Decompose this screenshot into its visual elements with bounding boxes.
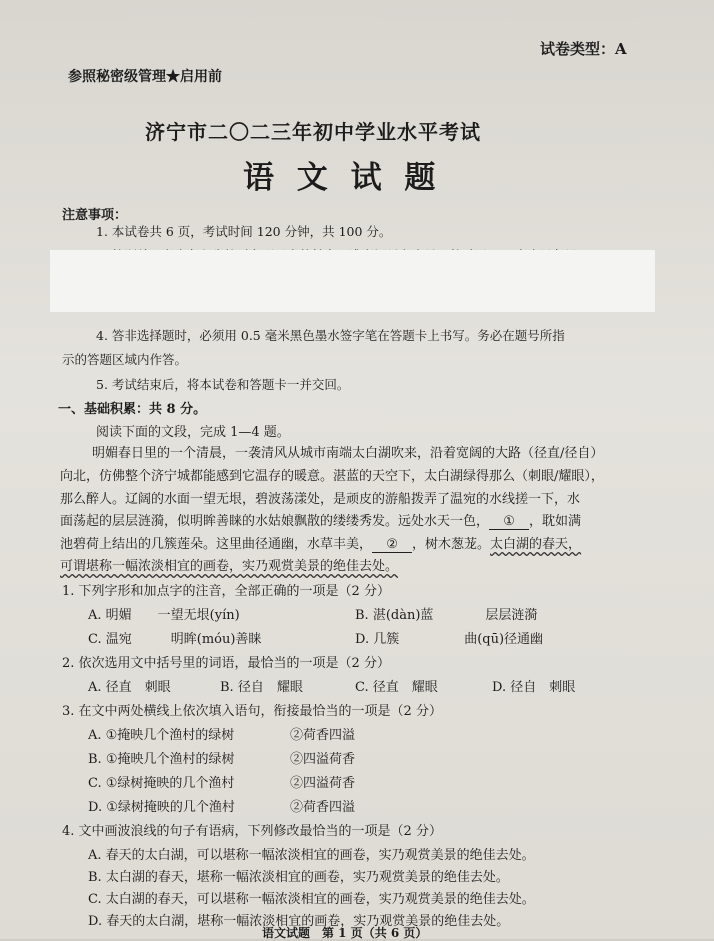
question-3-option-a-1: A. ①掩映几个渔村的绿树 — [88, 728, 235, 743]
notice-item-1: 1. 本试卷共 6 页，考试时间 120 分钟，共 100 分。 — [96, 224, 392, 239]
question-3-option-c-1: C. ①绿树掩映的几个渔村 — [88, 776, 235, 791]
notice-heading: 注意事项： — [62, 208, 128, 223]
question-3-option-b-2: ②四溢荷香 — [290, 752, 356, 767]
question-3-option-b-1: B. ①掩映几个渔村的绿树 — [88, 752, 235, 767]
exam-title: 济宁市二〇二三年初中学业水平考试 — [145, 120, 481, 144]
passage-line-4 — [60, 510, 581, 530]
question-1-option-c: C. 温宛 明眸(móu)善睐 — [88, 632, 262, 647]
passage-line-4-end: ，耽如满 — [529, 514, 582, 529]
question-4-option-b: B. 太白湖的春天，堪称一幅浓淡相宜的画卷，实乃观赏美景的绝佳去处。 — [88, 870, 509, 885]
wavy-sentence-end: 可谓堪称一幅浓淡相宜的画卷，实乃观赏美景的绝佳去处。 — [60, 559, 399, 574]
section1-heading: 一、基础积累：共 8 分。 — [58, 402, 207, 417]
subject-title: 语 文 试 题 — [243, 160, 442, 196]
question-3-option-c-2: ②四溢荷香 — [290, 776, 356, 791]
question-1-option-a: A. 明媚 一望无垠(yín) — [88, 608, 240, 623]
passage-line-5-text: 池碧荷上结出的几簇莲朵。这里曲径通幽，水草丰美， — [60, 537, 373, 552]
redacted-block — [50, 250, 655, 312]
question-2-stem: 2. 依次选用文中括号里的词语，最恰当的一项是（2 分） — [62, 656, 390, 671]
question-2-option-d: D. 径自 刺眼 — [492, 680, 576, 695]
passage-line-5-mid: ，树木葱茏。 — [412, 537, 491, 552]
question-1-stem: 1. 下列字形和加点字的注音，全部正确的一项是（2 分） — [62, 584, 390, 599]
page-footer: 语文试题 第 1 页（共 6 页） — [262, 926, 428, 940]
passage-line-2: 向北，仿佛整个济宁城都能感到它温存的暖意。湛蓝的天空下，太白湖绿得那么（刺眼/耀眼）， — [60, 469, 604, 484]
passage-line-5 — [60, 533, 581, 553]
question-3-stem: 3. 在文中两处横线上依次填入语句，衔接最恰当的一项是（2 分） — [62, 704, 442, 719]
passage-line-4-text: 面荡起的层层涟漪，似明眸善睐的水姑娘飘散的缕缕秀发。远处水天一色， — [60, 514, 490, 529]
section1-intro: 阅读下面的文段，完成 1—4 题。 — [96, 425, 290, 440]
blank-1: ① — [489, 514, 529, 530]
question-4-option-d: D. 春天的太白湖，堪称一幅浓淡相宜的画卷，实乃观赏美景的绝佳去处。 — [88, 914, 510, 929]
notice-item-5: 5. 考试结束后，将本试卷和答题卡一并交回。 — [96, 377, 350, 392]
question-2-option-a: A. 径直 刺眼 — [88, 680, 171, 695]
notice-item-4b: 示的答题区域内作答。 — [62, 352, 188, 367]
question-4-option-a: A. 春天的太白湖，可以堪称一幅浓淡相宜的画卷，实乃观赏美景的绝佳去处。 — [88, 848, 535, 863]
wavy-sentence-start: 太白湖的春天， — [490, 537, 582, 552]
confidential-label: 参照秘密级管理★启用前 — [68, 69, 222, 85]
question-3-option-d-2: ②荷香四溢 — [290, 800, 356, 815]
paper-type-label: 试卷类型：A — [540, 40, 627, 58]
question-3-option-d-1: D. ①绿树掩映的几个渔村 — [88, 800, 235, 815]
notice-item-4a: 4. 答非选择题时，必须用 0.5 毫米黑色墨水签字笔在答题卡上书写。务必在题号所指 — [96, 328, 565, 343]
blank-2: ② — [372, 537, 412, 553]
question-2-option-c: C. 径直 耀眼 — [355, 680, 438, 695]
question-1-option-d: D. 几簇 曲(qū)径通幽 — [355, 632, 544, 647]
question-4-option-c: C. 太白湖的春天，可以堪称一幅浓淡相宜的画卷，实乃观赏美景的绝佳去处。 — [88, 892, 535, 907]
question-3-option-a-2: ②荷香四溢 — [290, 728, 356, 743]
question-4-stem: 4. 文中画波浪线的句子有语病，下列修改最恰当的一项是（2 分） — [62, 824, 442, 839]
passage-line-1: 明媚春日里的一个清晨，一袭清风从城市南端太白湖吹来，沿着宽阔的大路（径直/径自） — [92, 446, 604, 461]
question-1-option-b: B. 湛(dàn)蓝 层层涟漪 — [355, 608, 538, 623]
passage-line-3: 那么醉人。辽阔的水面一望无垠，碧波荡漾处，是顽皮的游船拨弄了温宛的水线搓一下，水 — [60, 492, 581, 507]
question-2-option-b: B. 径自 耀眼 — [220, 680, 303, 695]
passage-line-6 — [60, 555, 398, 574]
